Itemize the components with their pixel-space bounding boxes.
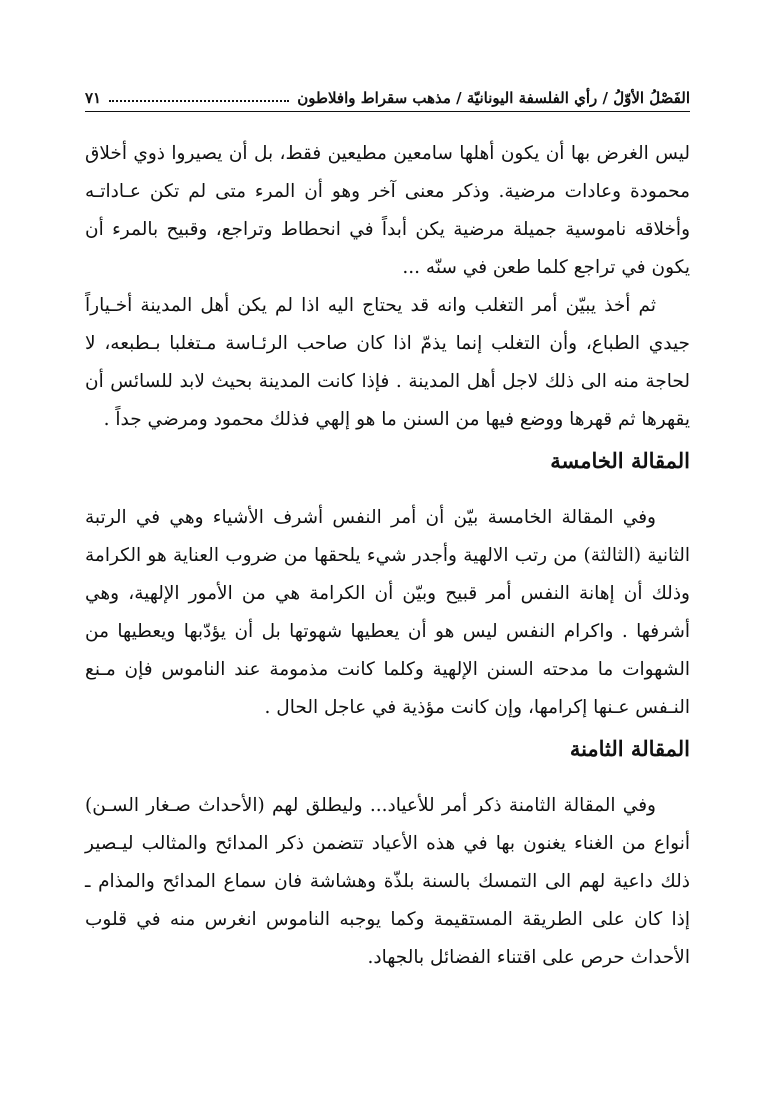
paragraph-tyranny: ثم أخذ يبيّن أمر التغلب وانه قد يحتاج اليه اذا لم يكن أهل المدينة أخـياراً جيدي الطباع، وأن التغلب إنما يذمّ اذا كان صاحب الرئـاسة مـتغلبا بـطبعه، لا لحاجة منه الى ذلك لاجل أهل المدينة . فإذا كانت المدينة بحيث لابد للسائس أن يقهرها ثم قهرها ووضع فيها من السنن ما هو إلهي فذلك محمود ومرضي جداً . [85,295,690,430]
header-dot-leader [109,99,289,102]
spacer [85,771,690,787]
spacer [85,483,690,499]
paragraph-eighth: وفي المقالة الثامنة ذكر أمر للأعياد... وليطلق لهم (الأحداث صـغار السـن) أنواع من الغناء يغنون بها في هذه الأعياد تتضمن ذكر المدائح والمثالب ليـصير ذلك داعية لهم الى التمسك بالسنة بلذّة وهشاشة فان سماع المدائح والمذام ـ إذا كان على الطريقة المستقيمة وكما يوجبه الناموس انغرس منه في قلوب الأحداث حرص على اقتناء الفضائل بالجهاد. [85,795,690,968]
header-title: الفَصْلُ الأوّلُ / رأي الفلسفة اليونانيّة / مذهب سقراط وافلاطون [297,89,690,107]
section-heading-eighth: المقالة الثامنة [569,736,690,761]
header-rule [85,111,690,112]
page-body [85,135,690,977]
running-header [85,72,690,108]
section-heading-fifth: المقالة الخامسة [550,448,690,473]
paragraph-continued: ليس الغرض بها أن يكون أهلها سامعين مطيعين فقط، بل أن يصيروا ذوي أخلاق محمودة وعادات مرضية. وذكر معنى آخر وهو أن المرء متى لم تكن عـاداتـه وأخلاقه ناموسية جميلة مرضية يكن أبداً في انحطاط وتراجع، وقبيح بالمرء أن يكون في تراجع كلما طعن في سنّه ... [85,143,690,278]
paragraph-fifth: وفي المقالة الخامسة بيّن أن أمر النفس أشرف الأشياء وهي في الرتبة الثانية (الثالثة) من رتب الالهية وأجدر شيء يلحقها من ضروب العناية هو الكرامة وذلك أن إهانة النفس أمر قبيح وبيّن أن الكرامة هي من الأمور الإلهية، وهي أشرفها . واكرام النفس ليس هو أن يعطيها شهوتها بل أن يؤدّبها ويعطيها من الشهوات ما مدحته السنن الإلهية وكلما كانت مذمومة عند الناموس فإن مـنع النـفس عـنها إكرامها، وإن كانت مؤذية في عاجل الحال . [85,507,690,718]
page-number: ٧١ [85,89,102,107]
